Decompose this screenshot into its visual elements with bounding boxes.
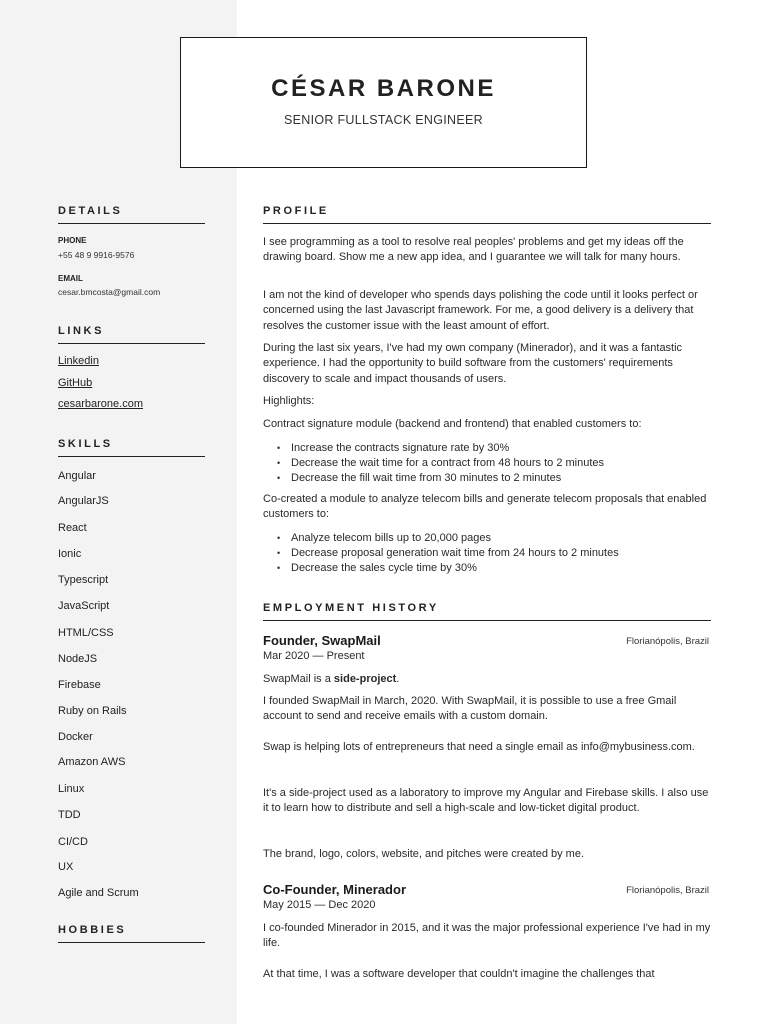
job-intro-text: SwapMail is a — [263, 673, 334, 685]
list-item: • Analyze telecom bills up to 20,000 pages — [291, 531, 711, 546]
details-heading: DETAILS — [58, 205, 205, 224]
job-intro-suffix: . — [396, 673, 400, 685]
profile-paragraph: Contract signature module (backend and frontend) that enabled customers to: — [263, 418, 642, 430]
profile-paragraph: I am not the kind of developer who spends days polishing the code until it looks perfect or concerned using the last Javascript framework. For me, a good delivery is a delivery that resolves the customer issue with the least amount of effort. — [263, 289, 698, 332]
profile-bullet-list — [291, 531, 711, 576]
links-heading: LINKS — [58, 325, 205, 344]
job-paragraph: I founded SwapMail in March, 2020. With SwapMail, it is possible to use a free Gmail account to send and receive emails with a custom domain. — [263, 695, 677, 723]
skill-item: HTML/CSS — [58, 627, 114, 639]
skills-heading: SKILLS — [58, 438, 205, 457]
skill-item: AngularJS — [58, 495, 109, 507]
skill-item: CI/CD — [58, 836, 88, 848]
skill-item: Ruby on Rails — [58, 705, 127, 717]
profile-heading: PROFILE — [263, 205, 711, 224]
list-item: • Decrease the wait time for a contract from 48 hours to 2 minutes — [291, 456, 711, 471]
email-label: EMAIL — [58, 274, 83, 283]
skill-item: TDD — [58, 809, 81, 821]
job-paragraph: It's a side-project used as a laboratory to improve my Angular and Firebase skills. I also use it to learn how to distribute and sell a high-scale and low-ticket digital product. — [263, 787, 709, 815]
job-dates: May 2015 — Dec 2020 — [263, 899, 376, 911]
list-item: • Decrease the sales cycle time by 30% — [291, 561, 711, 576]
phone-label: PHONE — [58, 236, 87, 245]
skill-item: Typescript — [58, 574, 109, 586]
skill-item: UX — [58, 861, 74, 873]
job-paragraph: I co-founded Minerador in 2015, and it was the major professional experience I've had in my life. — [263, 922, 711, 950]
profile-highlights-label: Highlights: — [263, 395, 315, 407]
email-value: cesar.bmcosta@gmail.com — [58, 287, 161, 297]
job-title: Founder, SwapMail — [263, 633, 381, 648]
website-link[interactable]: cesarbarone.com — [58, 398, 143, 410]
job-paragraph: The brand, logo, colors, website, and pitches were created by me. — [263, 848, 585, 860]
candidate-title: SENIOR FULLSTACK ENGINEER — [284, 113, 483, 127]
skill-item: Ionic — [58, 548, 82, 560]
skill-item: NodeJS — [58, 653, 98, 665]
phone-value: +55 48 9 9916-9576 — [58, 250, 135, 260]
skill-item: JavaScript — [58, 600, 110, 612]
job-location: Florianópolis, Brazil — [626, 636, 709, 647]
job-location: Florianópolis, Brazil — [626, 885, 709, 896]
profile-bullet-list — [291, 441, 711, 486]
profile-paragraph: During the last six years, I've had my own company (Minerador), and it was a fantastic experience. I had the opportunity to build software from the customers' requirements discovery to scale and impact thousands of users. — [263, 342, 683, 385]
profile-paragraph: Co-created a module to analyze telecom bills and generate telecom proposals that enabled customers to: — [263, 493, 707, 521]
job-intro-bold: side-project — [333, 673, 397, 685]
github-link[interactable]: GitHub — [58, 377, 93, 389]
employment-heading: EMPLOYMENT HISTORY — [263, 602, 711, 621]
skill-item: Docker — [58, 731, 93, 743]
skill-item: Firebase — [58, 679, 101, 691]
resume-header — [180, 37, 587, 168]
skill-item: Agile and Scrum — [58, 887, 139, 899]
skill-item: Amazon AWS — [58, 756, 126, 768]
candidate-name: CÉSAR BARONE — [271, 75, 496, 102]
job-intro — [263, 672, 711, 687]
job-dates: Mar 2020 — Present — [263, 650, 365, 662]
list-item: • Increase the contracts signature rate by 30% — [291, 441, 711, 456]
skill-item: Angular — [58, 470, 96, 482]
skill-item: Linux — [58, 783, 85, 795]
profile-paragraph: I see programming as a tool to resolve real peoples' problems and get my ideas off the drawing board. Show me a new app idea, and I guarantee we will talk for many hours. — [263, 236, 684, 264]
job-title: Co-Founder, Minerador — [263, 882, 406, 897]
hobbies-heading: HOBBIES — [58, 924, 205, 943]
list-item: • Decrease proposal generation wait time from 24 hours to 2 minutes — [291, 546, 711, 561]
job-paragraph: Swap is helping lots of entrepreneurs that need a single email as info@mybusiness.com. — [263, 741, 695, 753]
skill-item: React — [58, 522, 87, 534]
linkedin-link[interactable]: Linkedin — [58, 355, 99, 367]
job-paragraph: At that time, I was a software developer that couldn't imagine the challenges that — [263, 968, 655, 980]
list-item: • Decrease the fill wait time from 30 minutes to 2 minutes — [291, 471, 711, 486]
